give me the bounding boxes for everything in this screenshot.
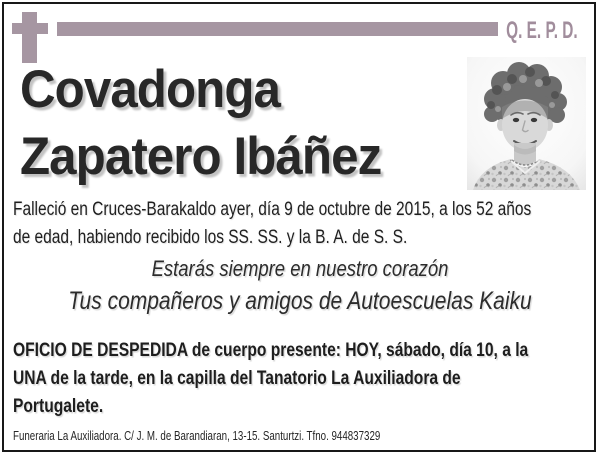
- death-announcement: [13, 196, 600, 251]
- portrait-illustration: [467, 57, 586, 190]
- cross-icon-arm: [12, 23, 48, 34]
- deceased-name: [20, 56, 408, 190]
- ceremony-details: [13, 336, 600, 420]
- qepd-label: Q. E. P. D.: [506, 17, 578, 44]
- ceremony-line-1: OFICIO DE DESPEDIDA de cuerpo presente: HOY, sábado, día 10, a la: [13, 339, 529, 361]
- deceased-first-name: Covadonga: [20, 60, 281, 119]
- tribute-signature: Tus compañeros y amigos de Autoescuelas Kaiku: [68, 287, 532, 315]
- announcement-line-1: Falleció en Cruces-Barakaldo ayer, día 9 de octubre de 2015, a los 52 años: [13, 199, 532, 220]
- announcement-line-2: de edad, habiendo recibido los SS. SS. y la B. A. de S. S.: [13, 226, 408, 248]
- ceremony-line-3: Portugalete.: [13, 395, 104, 417]
- ceremony-line-2: UNA de la tarde, en la capilla del Tanatorio La Auxiliadora de: [13, 367, 461, 389]
- tribute-quote: Estarás siempre en nuestro corazón: [151, 256, 449, 281]
- deceased-last-name: Zapatero Ibáñez: [20, 127, 382, 186]
- header-rule: [57, 22, 498, 36]
- funeral-home-info: Funeraria La Auxiliadora. C/ J. M. de Barandiaran, 13-15. Santurtzi. Tfno. 944837329: [13, 428, 381, 443]
- deceased-photo: [467, 57, 586, 190]
